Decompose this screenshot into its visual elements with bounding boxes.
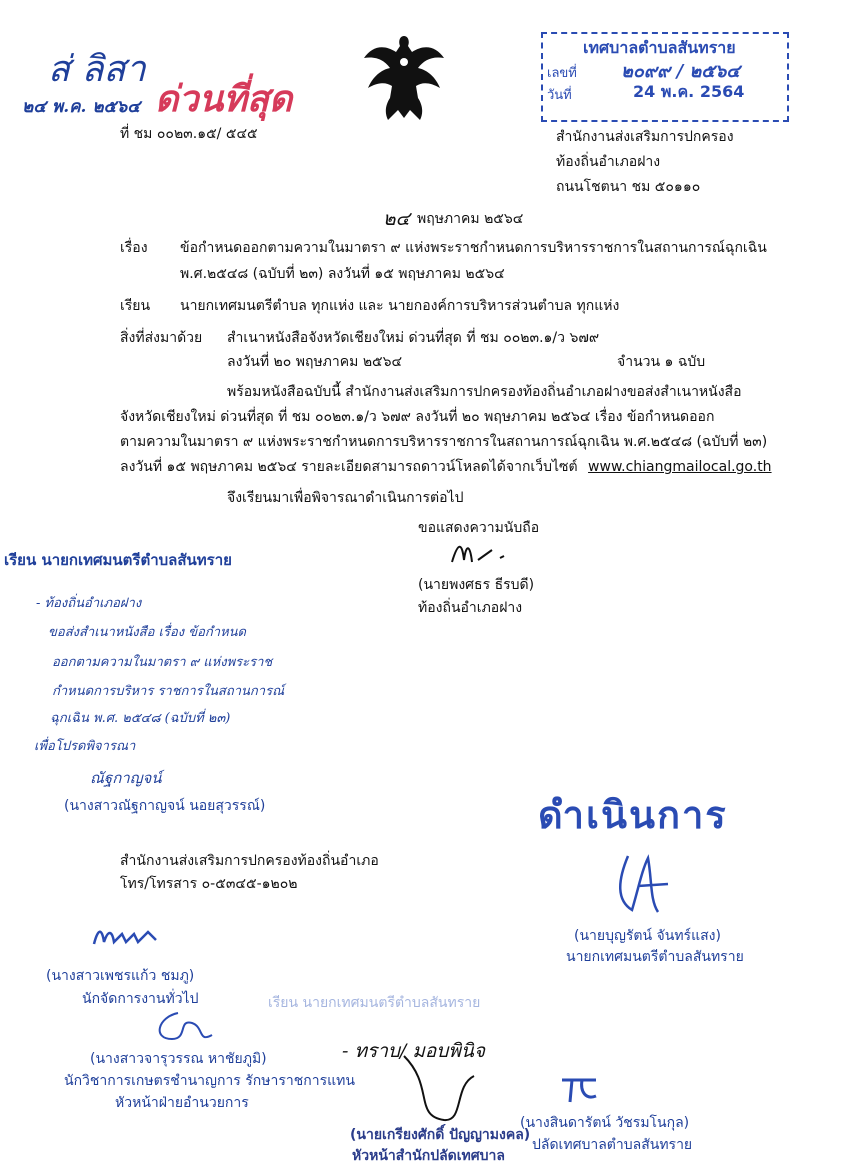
minute-line-2: ขอส่งสำเนาหนังสือ เรื่อง ข้อกำหนด <box>48 625 246 640</box>
receipt-date-value: 24 พ.ค. 2564 <box>633 82 745 101</box>
subject-label: เรื่อง <box>120 240 148 256</box>
receipt-date-label: วันที่ <box>547 88 572 103</box>
body-line-4 <box>120 456 772 478</box>
signer-name: (นายพงศธร ธีรบดี) <box>418 577 535 593</box>
body-line-1: พร้อมหนังสือฉบับนี้ สำนักงานส่งเสริมการปกครองท้องถิ่นอำเภอฝางขอส่งสำเนาหนังสือ <box>227 384 742 400</box>
regards: ขอแสดงความนับถือ <box>418 520 540 536</box>
body-line-3: ตามความในมาตรา ๙ แห่งพระราชกำหนดการบริหารราชการในสถานการณ์ฉุกเฉิน พ.ศ.๒๕๔๘ (ฉบับที่ ๒๓) <box>120 434 768 450</box>
minute-signature: ณัฐกาญจน์ <box>90 769 162 787</box>
letter-day: ๒๔ <box>383 208 410 230</box>
footer-phone: โทร/โทรสาร ๐-๕๓๔๕-๑๒๐๒ <box>120 876 298 892</box>
minute-line-6: เพื่อโปรดพิจารณา <box>34 739 136 754</box>
initials-handwriting: ส่ ลิสา <box>48 49 146 90</box>
sender-line-2: ท้องถิ่นอำเภอฝาง <box>556 154 661 170</box>
enclosure-label: สิ่งที่ส่งมาด้วย <box>120 330 203 346</box>
signer-title: ท้องถิ่นอำเภอฝาง <box>418 600 523 616</box>
enclosure-line-2: ลงวันที่ ๒๐ พฤษภาคม ๒๕๖๔ <box>227 354 403 370</box>
clerk-title: ปลัดเทศบาลตำบลสันทราย <box>532 1137 693 1153</box>
deputy-name: (นายเกรียงศักดิ์ ปัญญามงคล) <box>350 1127 531 1143</box>
enclosure-line-1: สำเนาหนังสือจังหวัดเชียงใหม่ ด่วนที่สุด ที่ ชม ๐๐๒๓.๑/ว ๖๗๙ <box>227 330 600 346</box>
mayor-signature <box>608 850 678 920</box>
officer1-title: นักจัดการงานทั่วไป <box>82 991 199 1007</box>
minute-header: เรียน นายกเทศมนตรีตำบลสันทราย <box>4 551 232 569</box>
minute-line-1: - ท้องถิ่นอำเภอฝาง <box>36 596 142 611</box>
faint-minute-line: เรียน นายกเทศมนตรีตำบลสันทราย <box>268 995 481 1011</box>
receipt-no-label: เลขที่ <box>547 66 577 81</box>
officer2-signature <box>148 1005 218 1045</box>
closing-line: จึงเรียนมาเพื่อพิจารณาดำเนินการต่อไป <box>227 490 464 506</box>
to-label: เรียน <box>120 298 151 314</box>
priority-stamp: ด่วนที่สุด <box>155 78 293 120</box>
officer2-title-2: หัวหน้าฝ่ายอำนวยการ <box>115 1095 249 1111</box>
officer1-signature <box>90 924 162 950</box>
sender-line-3: ถนนโชตนา ชม ๕๐๑๑๐ <box>556 179 701 195</box>
clerk-name: (นางสินดารัตน์ วัชรมโนกุล) <box>520 1115 690 1131</box>
officer2-name: (นางสาวจารุวรรณ หาชัยภูมิ) <box>90 1051 267 1067</box>
body-line-4-text: ลงวันที่ ๑๕ พฤษภาคม ๒๕๖๔ รายละเอียดสามารถดาวน์โหลดได้จากเว็บไซต์ <box>120 459 578 475</box>
deputy-handwriting: - ทราบ/ มอบพินิจ <box>342 1040 486 1062</box>
receipt-no-value: ๒๐๙๙ / ๒๕๖๔ <box>621 61 740 82</box>
footer-office: สำนักงานส่งเสริมการปกครองท้องถิ่นอำเภอ <box>120 853 379 869</box>
mayor-name: (นายบุญรัตน์ จันทร์แสง) <box>574 928 721 944</box>
subject-line-2: พ.ศ.๒๕๔๘ (ฉบับที่ ๒๓) ลงวันที่ ๑๕ พฤษภาคม ๒๕๖๔ <box>180 266 505 282</box>
minute-line-3: ออกตามความในมาตรา ๙ แห่งพระราช <box>52 655 273 670</box>
subject-line-1: ข้อกำหนดออกตามความในมาตรา ๙ แห่งพระราชกำหนดการบริหารราชการในสถานการณ์ฉุกเฉิน <box>180 240 767 256</box>
to-text: นายกเทศมนตรีตำบล ทุกแห่ง และ นายกองค์การบริหารส่วนตำบล ทุกแห่ง <box>180 298 620 314</box>
doc-number: ที่ ชม ๐๐๒๓.๑๕/ ๕๔๕ <box>120 126 258 142</box>
website-link[interactable]: www.chiangmailocal.go.th <box>588 459 772 475</box>
receipt-stamp <box>541 32 789 122</box>
action-stamp: ดำเนินการ <box>538 793 728 837</box>
receipt-org: เทศบาลตำบลสันทราย <box>583 38 736 57</box>
minute-name: (นางสาวณัฐกาญจน์ นอยสุวรรณ์) <box>64 798 266 814</box>
garuda-emblem <box>362 32 446 122</box>
minute-line-5: ฉุกเฉิน พ.ศ. ๒๕๔๘ (ฉบับที่ ๒๓) <box>50 711 231 726</box>
clerk-signature <box>556 1072 606 1106</box>
sender-line-1: สำนักงานส่งเสริมการปกครอง <box>556 129 734 145</box>
letter-month-year: พฤษภาคม ๒๕๖๔ <box>417 211 524 227</box>
minute-line-4: กำหนดการบริหาร ราชการในสถานการณ์ <box>52 684 285 699</box>
deputy-title: หัวหน้าสำนักปลัดเทศบาล <box>352 1148 505 1164</box>
enclosure-count: จำนวน ๑ ฉบับ <box>617 354 706 370</box>
mayor-title: นายกเทศมนตรีตำบลสันทราย <box>566 949 744 965</box>
officer2-title: นักวิชาการเกษตรชำนาญการ รักษาราชการแทน <box>64 1073 355 1089</box>
signature-scribble <box>448 538 538 568</box>
officer1-name: (นางสาวเพชรแก้ว ชมภู) <box>46 968 195 984</box>
body-line-2: จังหวัดเชียงใหม่ ด่วนที่สุด ที่ ชม ๐๐๒๓.๑/ว ๖๗๙ ลงวันที่ ๒๐ พฤษภาคม ๒๕๖๔ เรื่อง ข้อกำหนดออก <box>120 409 715 425</box>
received-date-handwriting: ๒๔ พ.ค. ๒๕๖๔ <box>22 97 141 117</box>
deputy-signature-loop <box>394 1046 484 1126</box>
